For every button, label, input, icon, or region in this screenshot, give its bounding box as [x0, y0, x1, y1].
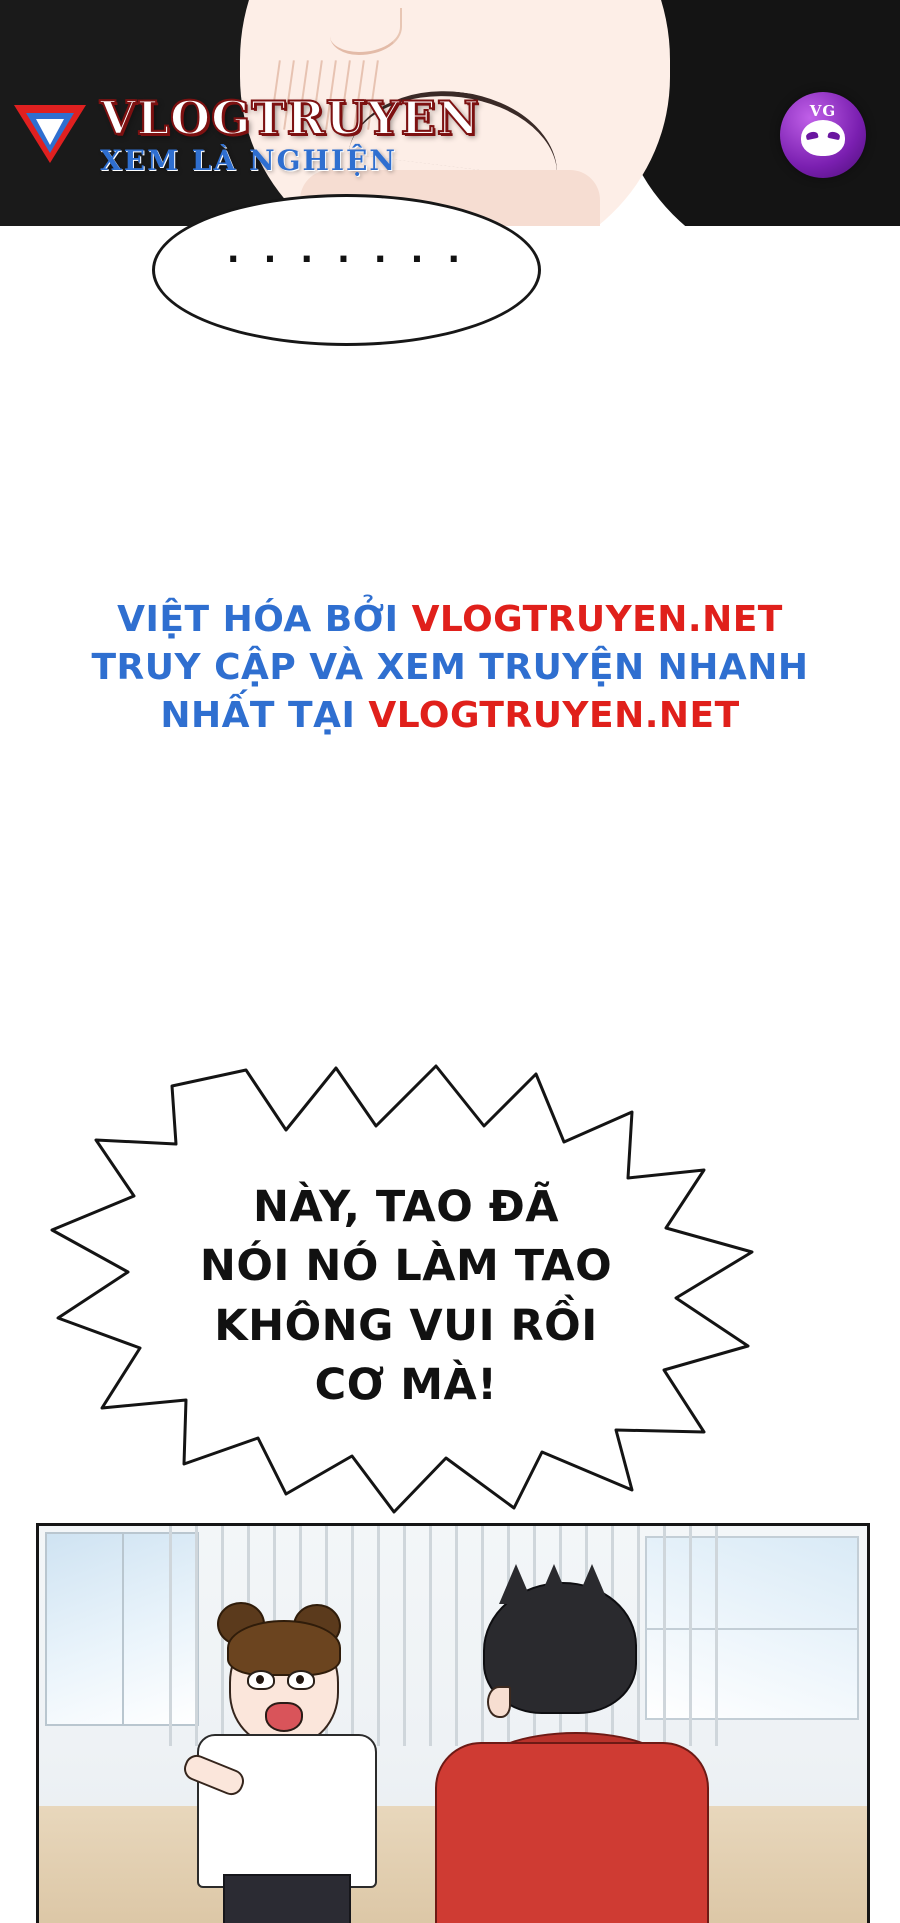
credit-line-3: [0, 692, 900, 740]
boy-hair-spike: [499, 1564, 533, 1604]
watermark-logo: [14, 91, 480, 177]
boy-hoodie: [435, 1742, 709, 1923]
boy-ear: [487, 1686, 511, 1718]
credit-line-2: TRUY CẬP VÀ XEM TRUYỆN NHANH: [91, 646, 809, 688]
girl-mouth: [265, 1702, 303, 1732]
bottom-artwork-panel: [36, 1523, 870, 1923]
girl-hair-fringe: [227, 1620, 341, 1676]
watermark-title: VLOGTRUYEN: [100, 91, 480, 145]
credit-line-1: [0, 596, 900, 644]
triangle-logo-icon: [14, 99, 86, 171]
mascot-mask-icon: [801, 120, 845, 156]
speech-bubble-ellipsis-text: . . . . . . .: [226, 231, 467, 271]
girl-shirt: [197, 1734, 377, 1888]
credit-site-2: VLOGTRUYEN.NET: [368, 694, 740, 736]
shout-line-1: NÀY, TAO ĐÃ: [252, 1182, 560, 1232]
translation-credit: [0, 596, 900, 740]
speech-bubble-shout: [36, 1060, 776, 1520]
shout-line-3: KHÔNG VUI RỒI: [214, 1300, 598, 1351]
watermark-subtitle: XEM LÀ NGHIỆN: [100, 144, 397, 177]
boy-hair-spike: [575, 1564, 609, 1604]
shout-line-4: CƠ MÀ!: [314, 1359, 498, 1410]
speech-bubble-ellipsis: [152, 194, 541, 346]
watermark-text: [100, 91, 480, 177]
credit-site-1: VLOGTRUYEN.NET: [411, 599, 783, 640]
girl-eye-left: [247, 1670, 275, 1690]
character-girl: [189, 1602, 419, 1923]
credit-line-3-prefix: NHẤT TẠI: [160, 694, 369, 736]
girl-skirt: [223, 1874, 351, 1923]
girl-eye-right: [287, 1670, 315, 1690]
credit-line-1-prefix: VIỆT HÓA BỞI: [117, 599, 412, 640]
boy-hair-spike: [537, 1564, 571, 1604]
shout-line-2: NÓI NÓ LÀM TAO: [199, 1241, 613, 1292]
shout-bubble-text: [36, 1178, 776, 1415]
character-boy: [439, 1582, 739, 1923]
mascot-badge-icon: [780, 92, 866, 178]
badge-initials: VG: [809, 102, 837, 120]
